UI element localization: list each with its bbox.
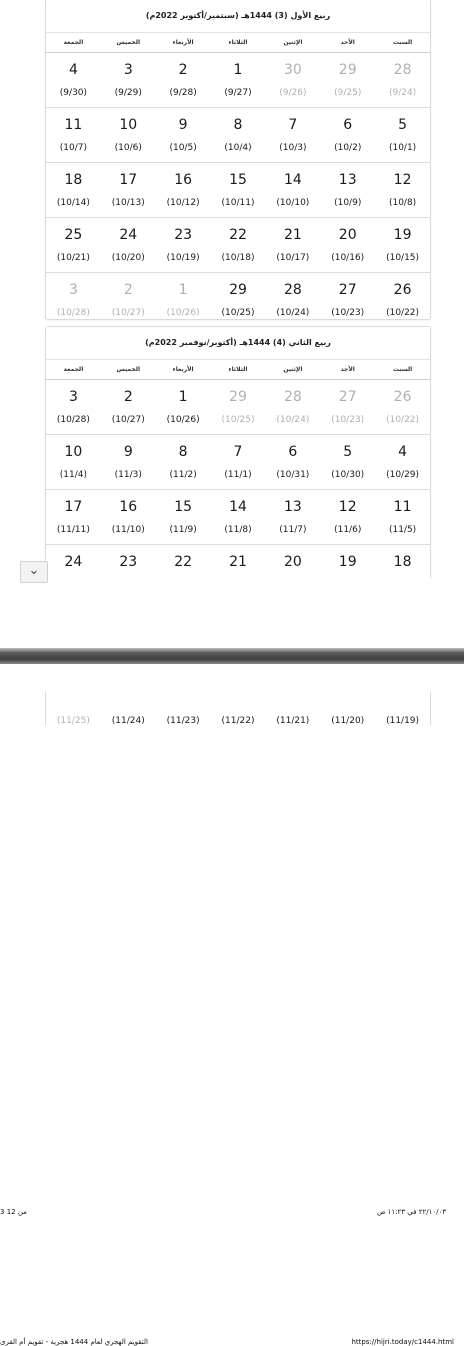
gregorian-date: (10/26) (166, 415, 200, 425)
gregorian-date: (10/12) (166, 198, 200, 208)
hijri-day: 2 (178, 62, 188, 78)
weekday-tue: الثلاثاء (228, 366, 248, 373)
gregorian-date: (11/8) (224, 525, 252, 535)
weekday-wed: الأربعاء (172, 366, 194, 373)
hijri-day: 1 (178, 389, 188, 405)
gregorian-date: (11/7) (279, 525, 307, 535)
week-row (46, 163, 430, 218)
hijri-day: 2 (123, 389, 133, 405)
hijri-day: 6 (288, 444, 298, 460)
hijri-day: 25 (64, 227, 83, 243)
gregorian-date: (10/24) (276, 308, 310, 318)
day-cell[interactable] (375, 108, 430, 162)
gregorian-date: (10/31) (276, 470, 310, 480)
day-cell[interactable] (156, 490, 211, 544)
gregorian-date: (10/2) (334, 143, 362, 153)
day-cell[interactable] (265, 218, 320, 272)
hijri-day: 6 (343, 117, 353, 133)
gregorian-date: (10/8) (388, 198, 417, 208)
weekday-thu: الخميس (116, 39, 141, 46)
hijri-day: 4 (68, 62, 78, 78)
hijri-day: 7 (233, 444, 243, 460)
day-cell[interactable] (156, 163, 211, 217)
day-cell[interactable] (211, 163, 266, 217)
calendar-grid (46, 53, 430, 327)
gregorian-date: (11/11) (56, 525, 90, 535)
hijri-day: 20 (338, 227, 357, 243)
hijri-day: 3 (68, 389, 78, 405)
day-cell[interactable] (265, 163, 320, 217)
gregorian-date: (10/27) (111, 308, 145, 318)
day-cell[interactable] (320, 108, 375, 162)
gregorian-date: (10/24) (276, 415, 310, 425)
day-cell[interactable] (101, 53, 156, 107)
week-row (46, 53, 430, 108)
gregorian-date: (11/21) (276, 716, 310, 726)
day-cell[interactable] (46, 108, 101, 162)
gregorian-date: (10/20) (111, 253, 145, 263)
day-cell[interactable] (320, 435, 375, 489)
gregorian-date: (10/19) (166, 253, 200, 263)
hijri-day: 21 (283, 227, 302, 243)
gregorian-date: (10/6) (114, 143, 142, 153)
hijri-day: 11 (64, 117, 83, 133)
hijri-day: 2 (123, 282, 133, 298)
hijri-day: 29 (338, 62, 357, 78)
hijri-day: 28 (393, 62, 412, 78)
gregorian-date: (10/9) (334, 198, 362, 208)
gregorian-date: (10/23) (331, 415, 365, 425)
hijri-day: 16 (174, 172, 193, 188)
hijri-day: 3 (123, 62, 133, 78)
gregorian-date: (11/9) (169, 525, 197, 535)
hijri-day: 3 (68, 282, 78, 298)
hijri-day: 17 (64, 499, 83, 515)
day-cell[interactable] (101, 435, 156, 489)
hijri-day: 9 (123, 444, 133, 460)
gregorian-date: (10/16) (331, 253, 365, 263)
hijri-day: 18 (64, 172, 83, 188)
hijri-day: 22 (229, 227, 247, 243)
hijri-day: 27 (338, 389, 357, 405)
day-cell[interactable] (211, 218, 266, 272)
hijri-day: 17 (119, 172, 138, 188)
day-cell[interactable] (320, 163, 375, 217)
day-cell[interactable] (101, 218, 156, 272)
day-cell[interactable] (375, 490, 430, 544)
hijri-day: 12 (393, 172, 412, 188)
gregorian-date: (10/7) (59, 143, 88, 153)
day-cell[interactable] (320, 53, 375, 107)
gregorian-date: (11/4) (59, 470, 88, 480)
day-cell[interactable] (375, 218, 430, 272)
hijri-day: 15 (229, 172, 247, 188)
weekday-sun: الأحد (340, 366, 355, 373)
gregorian-date: (10/11) (221, 198, 255, 208)
gregorian-date: (10/5) (169, 143, 197, 153)
gregorian-date: (10/23) (331, 308, 365, 318)
hijri-day: 21 (229, 554, 247, 570)
week-row (46, 218, 430, 273)
weekday-thu: الخميس (116, 366, 141, 373)
day-cell[interactable] (156, 380, 211, 434)
hijri-day: 7 (288, 117, 298, 133)
gregorian-date: (10/13) (111, 198, 145, 208)
gregorian-date: (9/24) (388, 88, 417, 98)
day-cell[interactable] (211, 380, 266, 434)
week-row (46, 380, 430, 435)
gregorian-date: (9/28) (169, 88, 197, 98)
hijri-day: 1 (178, 282, 188, 298)
gregorian-date: (11/20) (331, 716, 365, 726)
day-cell[interactable] (211, 490, 266, 544)
gregorian-date: (11/3) (114, 470, 142, 480)
scroll-down-button[interactable] (20, 561, 48, 583)
hijri-day: 9 (178, 117, 188, 133)
document-url[interactable]: https://hijri.today/c1444.html (351, 1338, 454, 1346)
hijri-day: 22 (174, 554, 193, 570)
gregorian-date: (10/3) (279, 143, 307, 153)
hijri-day: 29 (229, 282, 247, 298)
day-cell[interactable] (265, 273, 320, 327)
gregorian-date: (11/5) (388, 525, 417, 535)
day-cell[interactable] (46, 435, 101, 489)
weekday-mon: الإثنين (283, 366, 303, 373)
day-cell[interactable] (101, 380, 156, 434)
next-page-week-row (45, 692, 431, 725)
hijri-day: 14 (229, 499, 247, 515)
hijri-day: 4 (398, 444, 408, 460)
gregorian-date: (10/1) (388, 143, 417, 153)
hijri-day: 8 (178, 444, 188, 460)
weekday-sat: السبت (392, 366, 413, 373)
day-cell[interactable] (101, 490, 156, 544)
hijri-day: 1 (233, 62, 243, 78)
gregorian-date: (10/28) (56, 415, 90, 425)
day-cell[interactable] (375, 273, 430, 327)
calendar-rabi-al-thani (45, 326, 431, 579)
hijri-day: 27 (338, 282, 357, 298)
hijri-day: 26 (393, 389, 412, 405)
gregorian-date: (10/14) (56, 198, 90, 208)
day-cell[interactable] (211, 108, 266, 162)
day-cell[interactable] (320, 380, 375, 434)
week-row (46, 490, 430, 545)
page-separator (0, 648, 464, 664)
gregorian-date: (10/18) (221, 253, 255, 263)
day-cell[interactable] (46, 380, 101, 434)
weekday-fri: الجمعة (63, 39, 84, 46)
hijri-day: 24 (64, 554, 83, 570)
hijri-day: 19 (393, 227, 412, 243)
day-cell[interactable] (101, 163, 156, 217)
day-cell[interactable] (320, 273, 375, 327)
day-cell[interactable] (211, 53, 266, 107)
hijri-day: 12 (338, 499, 357, 515)
gregorian-date: (10/4) (224, 143, 252, 153)
day-cell[interactable] (375, 53, 430, 107)
hijri-day: 19 (338, 554, 357, 570)
calendar-rabi-al-awwal (45, 0, 431, 320)
hijri-day: 13 (283, 499, 302, 515)
week-row (46, 108, 430, 163)
hijri-day: 20 (283, 554, 302, 570)
hijri-day: 8 (233, 117, 243, 133)
gregorian-date: (11/10) (111, 525, 145, 535)
gregorian-date: (11/23) (166, 716, 200, 726)
gregorian-date: (10/22) (386, 415, 420, 425)
day-cell[interactable] (265, 380, 320, 434)
gregorian-date: (11/2) (169, 470, 197, 480)
hijri-day: 11 (393, 499, 412, 515)
hijri-day: 23 (174, 227, 193, 243)
day-cell[interactable] (46, 490, 101, 544)
gregorian-date: (9/30) (59, 88, 88, 98)
day-cell[interactable] (375, 163, 430, 217)
gregorian-date: (11/22) (221, 716, 255, 726)
day-cell[interactable] (156, 53, 211, 107)
hijri-day: 14 (283, 172, 302, 188)
day-cell[interactable] (320, 218, 375, 272)
gregorian-date: (10/22) (386, 308, 420, 318)
gregorian-date: (10/30) (331, 470, 365, 480)
weekday-header (46, 359, 430, 380)
gregorian-date: (11/1) (224, 470, 252, 480)
day-cell[interactable] (101, 108, 156, 162)
hijri-day: 10 (119, 117, 138, 133)
gregorian-date: (10/27) (111, 415, 145, 425)
hijri-day: 23 (119, 554, 138, 570)
hijri-day: 5 (398, 117, 408, 133)
day-cell[interactable] (46, 218, 101, 272)
calendar-grid (46, 380, 430, 601)
gregorian-date: (10/10) (276, 198, 310, 208)
gregorian-date: (10/21) (56, 253, 90, 263)
hijri-day: 26 (393, 282, 412, 298)
day-cell[interactable] (156, 218, 211, 272)
gregorian-date: (11/19) (386, 716, 420, 726)
hijri-day: 13 (338, 172, 357, 188)
gregorian-date: (10/25) (221, 415, 255, 425)
gregorian-date: (11/25) (56, 716, 90, 726)
weekday-sat: السبت (392, 39, 413, 46)
weekday-sun: الأحد (340, 39, 355, 46)
weekday-header (46, 32, 430, 53)
hijri-day: 30 (283, 62, 302, 78)
document-title: التقويم الهجري لعام 1444 هجرية - تقويم أم القرى (0, 1338, 148, 1346)
day-cell[interactable] (375, 435, 430, 489)
day-cell[interactable] (101, 273, 156, 327)
weekday-tue: الثلاثاء (228, 39, 248, 46)
day-cell[interactable] (156, 435, 211, 489)
day-cell[interactable] (156, 273, 211, 327)
gregorian-date: (9/25) (334, 88, 362, 98)
day-cell[interactable] (265, 108, 320, 162)
gregorian-date: (9/29) (114, 88, 142, 98)
hijri-day: 10 (64, 444, 83, 460)
day-cell[interactable] (211, 273, 266, 327)
gregorian-date: (10/15) (386, 253, 420, 263)
hijri-day: 18 (393, 554, 412, 570)
gregorian-date: (10/17) (276, 253, 310, 263)
gregorian-date: (10/25) (221, 308, 255, 318)
hijri-day: 15 (174, 499, 193, 515)
hijri-day: 28 (283, 282, 302, 298)
day-cell[interactable] (156, 108, 211, 162)
day-cell[interactable] (46, 273, 101, 327)
week-row (46, 435, 430, 490)
hijri-day: 24 (119, 227, 138, 243)
chevron-down-icon: ⌄ (28, 563, 40, 578)
gregorian-date: (11/24) (111, 716, 145, 726)
hijri-day: 29 (229, 389, 247, 405)
print-date: ٢٢/١٠/٠٣ في ١١:٢٣ ص (376, 1208, 446, 1216)
gregorian-date: (9/26) (279, 88, 307, 98)
day-cell[interactable] (211, 435, 266, 489)
calendar-title: ربيع الثاني (4) 1444هـ (أكتوبر/نوفمبر 2022م) (145, 338, 331, 347)
weekday-wed: الأربعاء (172, 39, 194, 46)
hijri-day: 5 (343, 444, 353, 460)
calendar-title: ربيع الأول (3) 1444هـ (سبتمبر/أكتوبر 2022م) (145, 11, 331, 20)
hijri-day: 16 (119, 499, 138, 515)
gregorian-date: (10/28) (56, 308, 90, 318)
day-cell[interactable] (265, 53, 320, 107)
weekday-fri: الجمعة (63, 366, 84, 373)
gregorian-date: (10/26) (166, 308, 200, 318)
day-cell[interactable] (320, 490, 375, 544)
hijri-day: 28 (283, 389, 302, 405)
week-row (46, 273, 430, 327)
weekday-mon: الإثنين (283, 39, 303, 46)
page-number: من 12 3 (0, 1208, 27, 1216)
gregorian-date: (11/6) (334, 525, 362, 535)
day-cell[interactable] (46, 163, 101, 217)
day-cell[interactable] (265, 435, 320, 489)
day-cell[interactable] (375, 380, 430, 434)
day-cell[interactable] (265, 490, 320, 544)
gregorian-date: (10/29) (386, 470, 420, 480)
gregorian-date: (9/27) (224, 88, 252, 98)
day-cell[interactable] (46, 53, 101, 107)
